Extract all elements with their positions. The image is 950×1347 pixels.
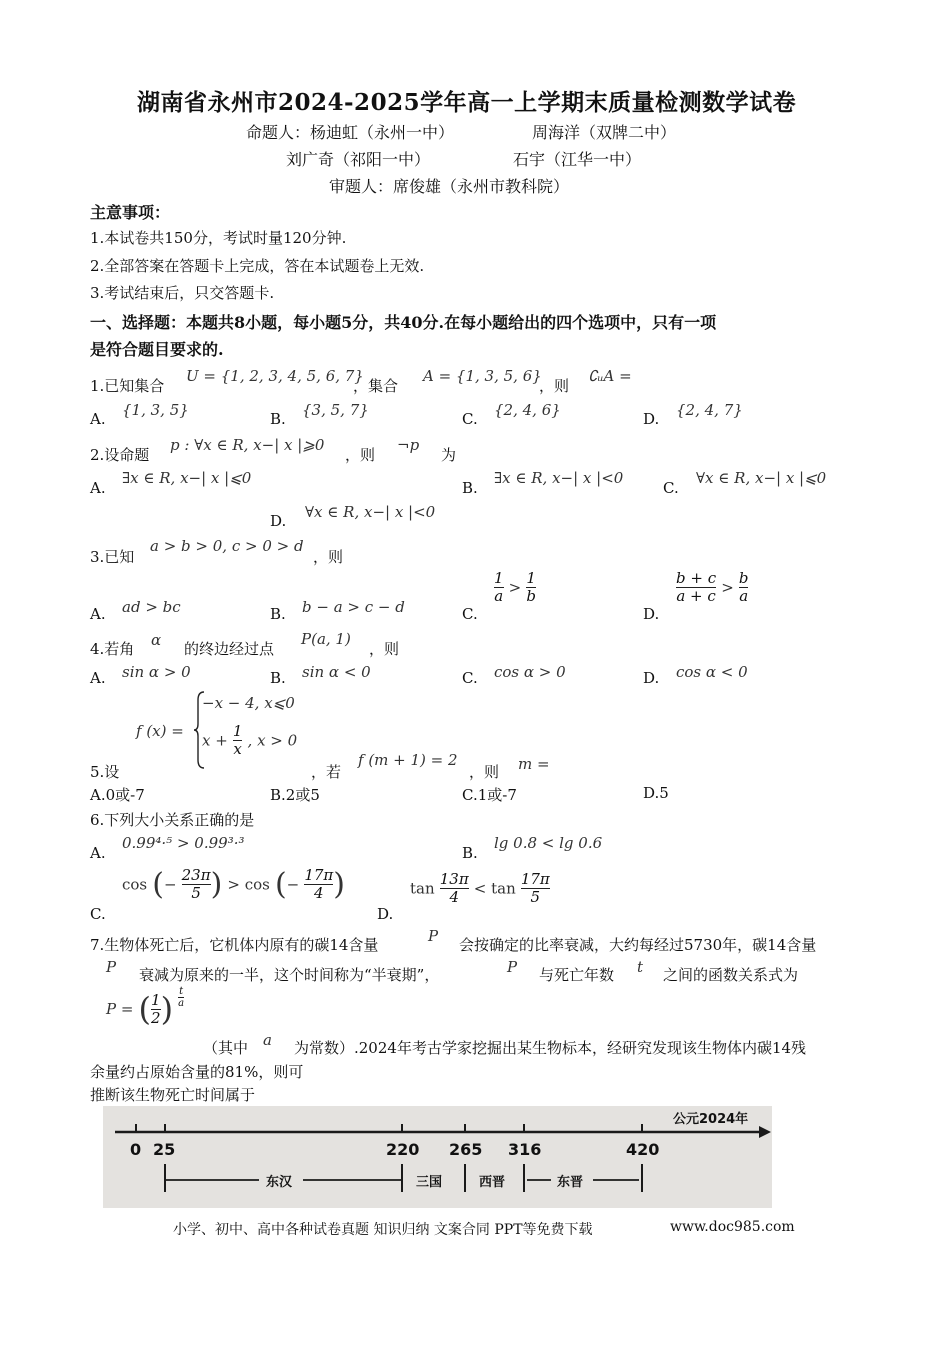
q3-option-d-label: D. — [643, 605, 660, 623]
q3-option-a: ad > bc — [122, 598, 181, 616]
q5-option-a: A.0或-7 — [90, 786, 145, 804]
q6-option-d-label: D. — [377, 905, 394, 923]
q3-option-b: b − a > c − d — [302, 598, 405, 616]
q4-option-b: sin α < 0 — [302, 663, 371, 681]
footer-text: 小学、初中、高中各种试卷真题 知识归纳 文案合同 PPT等免费下载 — [173, 1222, 593, 1238]
q3-c-den-2: b — [526, 587, 536, 605]
q2-option-d-label: D. — [270, 512, 287, 530]
timeline-tick-265: 265 — [449, 1140, 483, 1159]
q2-text-2: ，则 — [345, 446, 376, 464]
q3-c-num-2: 1 — [526, 569, 536, 587]
q2-option-a-label: A. — [90, 479, 106, 497]
q6-d-tan-1: tan — [410, 879, 435, 898]
q7-line3-a-var: a — [263, 1031, 272, 1049]
q5-math-m: m = — [518, 755, 550, 773]
q7-exp-num: t — [179, 986, 184, 997]
q2-option-d: ∀x ∈ R, x−| x |<0 — [305, 503, 436, 521]
q2-option-a: ∃x ∈ R, x−| x |⩽0 — [122, 469, 252, 487]
q4-option-a: sin α > 0 — [122, 663, 191, 681]
q4-text-3: ，则 — [369, 640, 400, 658]
q6-option-b: lg 0.8 < lg 0.6 — [494, 834, 603, 852]
q1-math-set-u: U = {1, 2, 3, 4, 5, 6, 7} — [186, 367, 364, 385]
q6-c-minus-2: − — [286, 875, 300, 894]
q7-formula-pre: P = — [106, 1000, 134, 1018]
timeline-tick-316: 316 — [508, 1140, 542, 1159]
q5-case-2-den: x — [233, 740, 242, 758]
q2-option-b: ∃x ∈ R, x−| x |<0 — [494, 469, 624, 487]
q7-formula-paren-close: ) — [160, 990, 174, 1028]
section-heading-line1: 一、选择题：本题共8小题，每小题5分，共40分.在每小题给出的四个选项中，只有一项 — [90, 313, 717, 332]
q6-option-a: 0.99⁴·⁵ > 0.99³·³ — [122, 834, 245, 852]
q4-option-c-label: C. — [462, 669, 478, 687]
reviewer: 审题人：席俊雄（永州市教科院） — [329, 177, 570, 196]
timeline-period-western-jin: 西晋 — [479, 1175, 506, 1190]
notes-heading: 主意事项： — [90, 203, 171, 222]
q5-option-b: B.2或5 — [270, 786, 320, 804]
q7-line2-p1: P — [106, 958, 117, 976]
q6-option-c-label: C. — [90, 905, 106, 923]
q1-text-1: 1.已知集合 — [90, 377, 165, 395]
q3-c-frac-1 — [494, 570, 504, 605]
q6-d-num-2: 17π — [520, 870, 550, 888]
author-2: 周海洋（双牌二中） — [532, 123, 677, 142]
q3-option-d — [676, 570, 748, 605]
q2-math-proposition: p : ∀x ∈ R, x−| x |⩾0 — [170, 436, 325, 454]
q6-d-den-1: 4 — [449, 888, 459, 906]
q5-option-c: C.1或-7 — [462, 786, 517, 804]
q4-option-a-label: A. — [90, 669, 106, 687]
q6-c-frac-2 — [304, 867, 333, 902]
q6-c-den-2: 4 — [314, 884, 324, 902]
q5-option-d: D.5 — [643, 784, 669, 802]
q5-text-3: ，则 — [469, 763, 500, 781]
q7-line2-a: 衰减为原来的一半，这个时间称为“半衰期”， — [139, 966, 440, 984]
q1-math-set-a: A = {1, 3, 5, 6} — [423, 367, 542, 385]
footer-url[interactable]: www.doc985.com — [670, 1219, 795, 1235]
q5-case-2 — [202, 723, 297, 758]
q3-math-condition: a > b > 0, c > 0 > d — [150, 537, 304, 555]
timeline-tick-0: 0 — [130, 1140, 142, 1159]
author-4: 石宇（江华一中） — [513, 150, 642, 169]
q6-c-den-1: 5 — [191, 884, 201, 902]
q5-text-1: 5.设 — [90, 763, 120, 781]
q6-question: 6.下列大小关系正确的是 — [90, 811, 255, 829]
q5-math-equation: f (m + 1) = 2 — [358, 751, 458, 769]
q2-option-c-label: C. — [663, 479, 679, 497]
q2-option-c: ∀x ∈ R, x−| x |⩽0 — [696, 469, 827, 487]
q7-line2-c: 之间的函数关系式为 — [663, 966, 799, 984]
timeline-period-eastern-han: 东汉 — [266, 1175, 293, 1190]
q6-d-den-2: 5 — [530, 888, 541, 906]
q6-option-c — [122, 867, 345, 902]
q2-text-3: 为 — [441, 446, 457, 464]
q7-line2-t: t — [637, 958, 644, 976]
q6-d-num-1: 13π — [439, 870, 469, 888]
q7-formula — [106, 986, 185, 1028]
timeline-tick-420: 420 — [626, 1140, 660, 1159]
q7-line1-b: 会按确定的比率衰减，大约每经过5730年，碳14含量 — [459, 936, 817, 954]
q6-c-frac-1 — [182, 867, 211, 902]
q4-math-angle: α — [151, 631, 162, 649]
q7-exp-den: a — [178, 998, 185, 1009]
q1-option-a-label: A. — [90, 410, 106, 428]
q6-d-frac-2 — [521, 871, 550, 906]
q7-formula-paren-open: ( — [138, 990, 152, 1028]
timeline-period-eastern-jin: 东晋 — [557, 1175, 584, 1190]
q6-c-cos-2: > cos — [227, 875, 270, 894]
note-1: 1.本试卷共150分，考试时量120分钟. — [90, 229, 347, 247]
q5-case-2-b: , x > 0 — [247, 731, 298, 750]
q2-math-negation: ¬p — [397, 436, 420, 454]
q3-c-den-1: a — [494, 587, 504, 605]
q3-d-frac-2 — [739, 570, 749, 605]
q7-line3-a: （其中 — [203, 1039, 249, 1057]
q3-text-2: ，则 — [313, 548, 344, 566]
q1-math-complement: ∁ᵤA = — [588, 367, 632, 385]
timeline-top-label: 公元2024年 — [673, 1112, 749, 1127]
page-title: 湖南省永州市2024-2025学年高一上学期末质量检测数学试卷 — [137, 89, 797, 116]
q5-case-2-frac — [233, 723, 243, 758]
q1-option-d: {2, 4, 7} — [676, 401, 743, 419]
q6-d-frac-1 — [440, 871, 469, 906]
note-3: 3.考试结束后，只交答题卡. — [90, 284, 275, 302]
q4-option-d-label: D. — [643, 669, 660, 687]
q1-text-2: ，集合 — [353, 377, 399, 395]
q3-option-c-label: C. — [462, 605, 478, 623]
q7-line2-p2: P — [507, 958, 518, 976]
q3-d-den-1: a + c — [676, 587, 716, 605]
q4-option-d: cos α < 0 — [676, 663, 748, 681]
q1-option-b: {3, 5, 7} — [302, 401, 369, 419]
q7-line1-a: 7.生物体死亡后，它机体内原有的碳14含量 — [90, 936, 379, 954]
q3-c-num-1: 1 — [494, 569, 504, 587]
q3-d-num-1: b + c — [676, 569, 717, 587]
q7-line3-b: 为常数）.2024年考古学家挖掘出某生物标本，经研究发现该生物体内碳14残 — [294, 1039, 807, 1057]
q3-c-frac-2 — [526, 570, 536, 605]
q4-text-2: 的终边经过点 — [184, 640, 275, 658]
q1-option-c: {2, 4, 6} — [494, 401, 561, 419]
q5-text-2: ，若 — [311, 763, 342, 781]
q5-function-name: f (x) = — [136, 722, 184, 740]
timeline-period-three-kingdoms: 三国 — [416, 1175, 443, 1190]
q1-option-c-label: C. — [462, 410, 478, 428]
q3-text-1: 3.已知 — [90, 548, 135, 566]
q3-d-num-2: b — [738, 569, 749, 587]
q7-line1-p: P — [428, 927, 439, 945]
author-3: 刘广奇（祁阳一中） — [286, 150, 431, 169]
timeline-tick-25: 25 — [153, 1140, 176, 1159]
q6-option-b-label: B. — [462, 844, 478, 862]
timeline-image — [103, 1106, 772, 1208]
q7-formula-exponent — [178, 986, 184, 1009]
author-1: 命题人：杨迪虹（永州一中） — [246, 123, 455, 142]
q3-d-frac-1 — [676, 570, 716, 605]
q6-c-num-2: 17π — [304, 866, 334, 884]
q5-case-2-num: 1 — [232, 722, 243, 740]
q6-c-paren-close-1: ) — [210, 867, 223, 902]
q6-c-num-1: 23π — [181, 866, 211, 884]
note-2: 2.全部答案在答题卡上完成，答在本试题卷上无效. — [90, 257, 425, 275]
q1-option-d-label: D. — [643, 410, 660, 428]
q3-c-op: > — [508, 578, 522, 597]
q4-math-point: P(a, 1) — [301, 630, 351, 648]
q4-option-b-label: B. — [270, 669, 286, 687]
q3-option-b-label: B. — [270, 605, 286, 623]
q7-formula-num: 1 — [151, 990, 161, 1009]
q1-text-3: ，则 — [539, 377, 570, 395]
q7-formula-frac — [151, 992, 161, 1027]
q3-d-den-2: a — [739, 587, 749, 605]
q5-case-2-a: x + — [202, 731, 228, 750]
q5-case-1: −x − 4, x⩽0 — [202, 694, 295, 712]
q7-line4: 余量约占原始含量的81%，则可 — [90, 1063, 304, 1081]
q1-option-b-label: B. — [270, 410, 286, 428]
q6-option-d — [410, 871, 550, 906]
q6-c-paren-open-1: ( — [152, 867, 164, 902]
q2-option-b-label: B. — [462, 479, 478, 497]
q7-formula-den: 2 — [151, 1008, 161, 1027]
q7-line5: 推断该生物死亡时间属于 — [90, 1086, 256, 1104]
q6-c-cos-1: cos — [122, 875, 148, 894]
q4-text-1: 4.若角 — [90, 640, 135, 658]
q7-line2-b: 与死亡年数 — [539, 966, 615, 984]
q3-option-a-label: A. — [90, 605, 106, 623]
q3-option-c — [494, 570, 536, 605]
q3-d-op: > — [721, 578, 734, 597]
q6-c-paren-open-2: ( — [274, 867, 287, 902]
q6-c-paren-close-2: ) — [333, 867, 346, 902]
q6-option-a-label: A. — [90, 844, 106, 862]
section-heading-line2: 是符合题目要求的. — [90, 340, 224, 359]
q1-option-a: {1, 3, 5} — [122, 401, 189, 419]
q4-option-c: cos α > 0 — [494, 663, 566, 681]
q2-text-1: 2.设命题 — [90, 446, 150, 464]
q6-c-minus-1: − — [163, 875, 177, 894]
timeline-tick-220: 220 — [386, 1140, 420, 1159]
q6-d-tan-2: < tan — [473, 879, 516, 898]
